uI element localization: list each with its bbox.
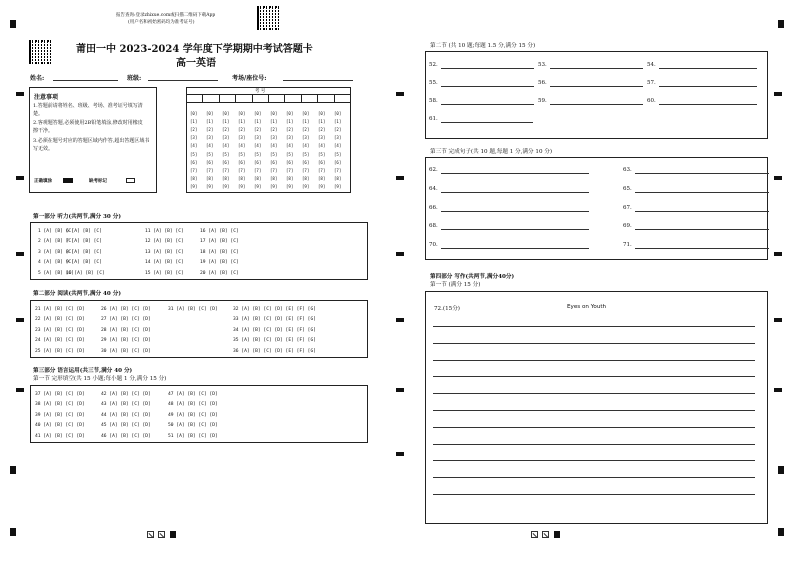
sentence-answer-line[interactable] bbox=[441, 211, 589, 212]
fill-answer-line[interactable] bbox=[659, 68, 757, 69]
name-label: 姓名: bbox=[30, 75, 45, 82]
timing-mark bbox=[774, 252, 782, 256]
essay-writing-line[interactable] bbox=[433, 393, 755, 394]
timing-mark bbox=[16, 252, 24, 256]
reading-answer-row[interactable]: 35 [A] [B] [C] [D] [E] [F] [G] bbox=[233, 338, 316, 344]
page-marker bbox=[531, 531, 538, 538]
fill-item-number: 55. bbox=[429, 80, 438, 86]
exam-digit-bubble[interactable]: [2] bbox=[318, 127, 326, 133]
exam-digit-bubble[interactable]: [2] bbox=[286, 127, 294, 133]
exam-digit-bubble[interactable]: [5] bbox=[238, 151, 246, 157]
exam-digit-bubble[interactable]: [0] bbox=[334, 111, 342, 116]
essay-writing-line[interactable] bbox=[433, 376, 755, 377]
exam-number-divider bbox=[284, 94, 285, 103]
exam-digit-bubble[interactable]: [2] bbox=[206, 127, 214, 133]
listening-answer-row[interactable]: 20 [A] [B] [C] bbox=[200, 270, 239, 276]
sentence-answer-line[interactable] bbox=[635, 173, 769, 174]
sentence-item-number: 70. bbox=[429, 242, 438, 249]
exam-digit-bubble[interactable]: [5] bbox=[270, 151, 278, 157]
exam-digit-bubble[interactable]: [3] bbox=[270, 135, 278, 141]
fill-answer-line[interactable] bbox=[441, 104, 534, 105]
exam-digit-bubble[interactable]: [8] bbox=[238, 175, 246, 181]
exam-digit-bubble[interactable]: [5] bbox=[254, 151, 262, 157]
essay-writing-line[interactable] bbox=[433, 494, 755, 495]
listening-answer-row[interactable]: 16 [A] [B] [C] bbox=[200, 229, 239, 234]
reading-answer-row[interactable]: 32 [A] [B] [C] [D] [E] [F] [G] bbox=[233, 307, 316, 312]
fill-answer-line[interactable] bbox=[441, 122, 533, 123]
exam-digit-bubble[interactable]: [3] bbox=[302, 135, 310, 141]
password-notice: (用户名和初始密码均为准考证号) bbox=[128, 20, 195, 25]
sentence-item-number: 65. bbox=[623, 185, 632, 192]
notes-item: 2.客观题答题,必须使用2B铅笔填涂,修改时用橡皮擦干净。 bbox=[33, 120, 143, 134]
exam-number-divider bbox=[219, 94, 220, 103]
fill-item-number: 56. bbox=[538, 80, 547, 86]
essay-writing-line[interactable] bbox=[433, 427, 755, 428]
exam-digit-bubble[interactable]: [1] bbox=[238, 119, 246, 125]
fill-item-number: 61. bbox=[429, 116, 438, 122]
section2-title: 第二节 (共 10 题;每题 1.5 分,满分 15 分) bbox=[430, 43, 536, 49]
exam-digit-bubble[interactable]: [8] bbox=[286, 175, 294, 181]
timing-mark bbox=[10, 466, 16, 474]
timing-mark bbox=[10, 528, 16, 536]
timing-mark bbox=[16, 176, 24, 180]
timing-mark bbox=[16, 92, 24, 96]
listening-answer-row[interactable]: 9 [A] [B] [C] bbox=[66, 260, 102, 266]
exam-digit-bubble[interactable]: [4] bbox=[270, 143, 278, 149]
exam-digit-bubble[interactable]: [1] bbox=[190, 119, 198, 125]
sentence-item-number: 68. bbox=[429, 223, 438, 230]
listening-answer-row[interactable]: 8 [A] [B] [C] bbox=[66, 249, 102, 255]
listening-answer-row[interactable]: 12 [A] [B] [C] bbox=[145, 239, 184, 245]
exam-digit-bubble[interactable]: [7] bbox=[318, 167, 326, 173]
exam-digit-bubble[interactable]: [3] bbox=[206, 135, 214, 141]
exam-digit-bubble[interactable]: [3] bbox=[318, 135, 326, 141]
sentence-answer-line[interactable] bbox=[441, 248, 589, 249]
reading-section-title: 第二部分 阅读(共两节,满分 40 分) bbox=[33, 291, 121, 297]
fill-answer-line[interactable] bbox=[441, 68, 534, 69]
fill-item-number: 58. bbox=[429, 98, 438, 104]
exam-digit-bubble[interactable]: [4] bbox=[190, 143, 198, 149]
listening-answer-row[interactable]: 17 [A] [B] [C] bbox=[200, 239, 239, 245]
exam-digit-bubble[interactable]: [7] bbox=[286, 167, 294, 173]
section3-title: 第三节 完成句子(共 10 题,每题 1 分,满分 10 分) bbox=[430, 149, 553, 155]
writing-section-title: 第四部分 写作(共两节,满分40分) bbox=[430, 274, 515, 280]
reading-answer-row[interactable]: 26 [A] [B] [C] [D] bbox=[101, 307, 151, 312]
listening-answer-row[interactable]: 4 [A] [B] [C] bbox=[38, 260, 74, 266]
fill-answer-line[interactable] bbox=[659, 86, 757, 87]
exam-digit-bubble[interactable]: [8] bbox=[302, 175, 310, 181]
reading-answer-row[interactable]: 34 [A] [B] [C] [D] [E] [F] [G] bbox=[233, 327, 316, 333]
reading-answer-row[interactable]: 25 [A] [B] [C] [D] bbox=[35, 348, 85, 354]
reading-answer-row[interactable]: 23 [A] [B] [C] [D] bbox=[35, 327, 85, 333]
cloze-answer-row[interactable]: 42 [A] [B] [C] [D] bbox=[101, 392, 151, 397]
listening-answer-row[interactable]: 6 [A] [B] [C] bbox=[66, 229, 102, 234]
exam-digit-bubble[interactable]: [8] bbox=[206, 175, 214, 181]
correct-fill-sample bbox=[63, 178, 73, 183]
listening-answer-row[interactable]: 7 [A] [B] [C] bbox=[66, 239, 102, 245]
fill-answer-line[interactable] bbox=[550, 68, 643, 69]
listening-answer-row[interactable]: 3 [A] [B] [C] bbox=[38, 249, 74, 255]
timing-mark bbox=[396, 452, 404, 456]
exam-digit-bubble[interactable]: [2] bbox=[238, 127, 246, 133]
exam-digit-bubble[interactable]: [3] bbox=[222, 135, 230, 141]
writing-part1-title: 第一节 (满分 15 分) bbox=[430, 282, 481, 288]
exam-number-divider bbox=[268, 94, 269, 103]
exam-digit-bubble[interactable]: [7] bbox=[222, 167, 230, 173]
notes-item: 1.答题前请将姓名、班级、考场、准考证号填写清楚。 bbox=[33, 103, 143, 117]
sentence-item-number: 71. bbox=[623, 242, 632, 249]
class-label: 班级: bbox=[127, 75, 142, 82]
exam-digit-bubble[interactable]: [0] bbox=[302, 111, 310, 116]
reading-answer-row[interactable]: 28 [A] [B] [C] [D] bbox=[101, 327, 151, 333]
exam-digit-bubble[interactable]: [0] bbox=[318, 111, 326, 116]
exam-digit-bubble[interactable]: [2] bbox=[190, 127, 198, 133]
exam-number-title: 考 号 bbox=[255, 89, 266, 94]
timing-mark bbox=[396, 318, 404, 322]
listening-answer-row[interactable]: 5 [A] [B] [C] bbox=[38, 270, 74, 276]
exam-digit-bubble[interactable]: [8] bbox=[190, 175, 198, 181]
exam-digit-bubble[interactable]: [7] bbox=[190, 167, 198, 173]
exam-digit-bubble[interactable]: [5] bbox=[334, 151, 342, 157]
page-title: 莆田一中 2023-2024 学年度下学期期中考试答题卡 bbox=[76, 44, 313, 55]
exam-digit-bubble[interactable]: [8] bbox=[334, 175, 342, 181]
exam-digit-bubble[interactable]: [0] bbox=[286, 111, 294, 116]
exam-digit-bubble[interactable]: [8] bbox=[222, 175, 230, 181]
cloze-answer-row[interactable]: 39 [A] [B] [C] [D] bbox=[35, 412, 85, 418]
timing-mark bbox=[396, 92, 404, 96]
exam-digit-bubble[interactable]: [8] bbox=[270, 175, 278, 181]
sentence-item-number: 66. bbox=[429, 204, 438, 211]
exam-digit-bubble[interactable]: [0] bbox=[190, 111, 198, 116]
exam-digit-bubble[interactable]: [4] bbox=[254, 143, 262, 149]
correct-fill-label: 正确填涂 bbox=[34, 179, 52, 184]
timing-mark bbox=[774, 388, 782, 392]
exam-digit-bubble[interactable]: [4] bbox=[334, 143, 342, 149]
cloze-answer-row[interactable]: 48 [A] [B] [C] [D] bbox=[168, 402, 218, 408]
page-marker bbox=[542, 531, 549, 538]
fill-answer-line[interactable] bbox=[550, 104, 643, 105]
essay-writing-line[interactable] bbox=[433, 460, 755, 461]
timing-mark bbox=[554, 531, 560, 538]
fill-item-number: 53. bbox=[538, 62, 547, 68]
essay-title: Eyes on Youth bbox=[567, 304, 607, 310]
exam-digit-bubble[interactable]: [4] bbox=[206, 143, 214, 149]
timing-mark bbox=[778, 20, 784, 28]
exam-digit-bubble[interactable]: [3] bbox=[286, 135, 294, 141]
exam-digit-bubble[interactable]: [6] bbox=[302, 159, 310, 165]
page-subtitle: 高一英语 bbox=[176, 58, 216, 69]
exam-digit-bubble[interactable]: [9] bbox=[190, 183, 198, 189]
exam-digit-bubble[interactable]: [5] bbox=[318, 151, 326, 157]
language-section-title: 第三部分 语言运用(共三节,满分 40 分) bbox=[33, 368, 133, 374]
exam-digit-bubble[interactable]: [7] bbox=[206, 167, 214, 173]
exam-digit-bubble[interactable]: [6] bbox=[270, 159, 278, 165]
cloze-section-title: 第一节 完形填空(共 15 小题;每小题 1 分,满分 15 分) bbox=[33, 376, 167, 382]
listening-section-title: 第一部分 听力(共两节,满分 30 分) bbox=[33, 214, 121, 220]
exam-digit-bubble[interactable]: [3] bbox=[254, 135, 262, 141]
reading-answer-row[interactable]: 33 [A] [B] [C] [D] [E] [F] [G] bbox=[233, 317, 316, 323]
essay-writing-line[interactable] bbox=[433, 444, 755, 445]
listening-answer-row[interactable]: 10 [A] [B] [C] bbox=[66, 270, 105, 276]
exam-digit-bubble[interactable]: [9] bbox=[206, 183, 214, 189]
exam-seat-label: 考场/座位号: bbox=[232, 75, 267, 82]
exam-digit-bubble[interactable]: [5] bbox=[286, 151, 294, 157]
sentence-answer-line[interactable] bbox=[635, 192, 769, 193]
timing-mark bbox=[778, 466, 784, 474]
exam-seat-field[interactable] bbox=[283, 80, 353, 81]
reading-answer-row[interactable]: 22 [A] [B] [C] [D] bbox=[35, 317, 85, 323]
essay-writing-line[interactable] bbox=[433, 477, 755, 478]
exam-digit-bubble[interactable]: [9] bbox=[270, 183, 278, 189]
reading-answer-row[interactable]: 29 [A] [B] [C] [D] bbox=[101, 338, 151, 344]
timing-mark bbox=[396, 252, 404, 256]
exam-digit-bubble[interactable]: [1] bbox=[286, 119, 294, 125]
exam-digit-bubble[interactable]: [6] bbox=[286, 159, 294, 165]
sheet-qr-code bbox=[29, 40, 53, 64]
timing-mark bbox=[778, 528, 784, 536]
exam-digit-bubble[interactable]: [1] bbox=[206, 119, 214, 125]
notes-item: 3.必须在题号对应的答题区域内作答,超出答题区域书写无效。 bbox=[33, 138, 150, 152]
exam-digit-bubble[interactable]: [0] bbox=[254, 111, 262, 116]
listening-answer-row[interactable]: 11 [A] [B] [C] bbox=[145, 229, 184, 234]
exam-number-divider bbox=[252, 94, 253, 103]
exam-digit-bubble[interactable]: [1] bbox=[270, 119, 278, 125]
fill-answer-line[interactable] bbox=[659, 104, 757, 105]
exam-digit-bubble[interactable]: [9] bbox=[286, 183, 294, 189]
cloze-answer-row[interactable]: 43 [A] [B] [C] [D] bbox=[101, 402, 151, 408]
reading-answer-row[interactable]: 27 [A] [B] [C] [D] bbox=[101, 317, 151, 323]
notes-title: 注意事项 bbox=[34, 94, 59, 101]
exam-digit-bubble[interactable]: [3] bbox=[334, 135, 342, 141]
cloze-answer-row[interactable]: 40 [A] [B] [C] [D] bbox=[35, 423, 85, 429]
exam-digit-bubble[interactable]: [6] bbox=[222, 159, 230, 165]
exam-digit-bubble[interactable]: [1] bbox=[334, 119, 342, 125]
exam-number-divider bbox=[317, 94, 318, 103]
exam-digit-bubble[interactable]: [4] bbox=[318, 143, 326, 149]
exam-digit-bubble[interactable]: [0] bbox=[222, 111, 230, 116]
exam-digit-bubble[interactable]: [9] bbox=[254, 183, 262, 189]
sentence-answer-line[interactable] bbox=[441, 192, 589, 193]
exam-digit-bubble[interactable]: [9] bbox=[302, 183, 310, 189]
exam-digit-bubble[interactable]: [7] bbox=[238, 167, 246, 173]
exam-number-divider bbox=[202, 94, 203, 103]
exam-digit-bubble[interactable]: [4] bbox=[302, 143, 310, 149]
exam-digit-bubble[interactable]: [1] bbox=[254, 119, 262, 125]
name-field[interactable] bbox=[53, 80, 118, 81]
exam-digit-bubble[interactable]: [2] bbox=[302, 127, 310, 133]
cloze-answer-row[interactable]: 46 [A] [B] [C] [D] bbox=[101, 433, 151, 439]
class-field[interactable] bbox=[148, 80, 218, 81]
exam-number-divider bbox=[235, 94, 236, 103]
cloze-answer-row[interactable]: 44 [A] [B] [C] [D] bbox=[101, 412, 151, 418]
exam-digit-bubble[interactable]: [6] bbox=[206, 159, 214, 165]
fill-item-number: 52. bbox=[429, 62, 438, 68]
exam-digit-bubble[interactable]: [5] bbox=[302, 151, 310, 157]
listening-answer-row[interactable]: 19 [A] [B] [C] bbox=[200, 260, 239, 266]
fill-answer-line[interactable] bbox=[550, 86, 643, 87]
exam-digit-bubble[interactable]: [1] bbox=[302, 119, 310, 125]
fill-item-number: 54. bbox=[647, 62, 656, 68]
sentence-item-number: 67. bbox=[623, 204, 632, 211]
exam-digit-bubble[interactable]: [3] bbox=[238, 135, 246, 141]
exam-digit-bubble[interactable]: [7] bbox=[254, 167, 262, 173]
report-notice: 报告查询:登录zhixue.com或扫描二维码下载App bbox=[116, 13, 216, 18]
cloze-answer-row[interactable]: 38 [A] [B] [C] [D] bbox=[35, 402, 85, 408]
page-marker bbox=[158, 531, 165, 538]
exam-digit-bubble[interactable]: [7] bbox=[334, 167, 342, 173]
exam-digit-bubble[interactable]: [2] bbox=[334, 127, 342, 133]
exam-digit-bubble[interactable]: [1] bbox=[318, 119, 326, 125]
exam-number-divider bbox=[334, 94, 335, 103]
reading-answer-row[interactable]: 21 [A] [B] [C] [D] bbox=[35, 307, 85, 312]
exam-digit-bubble[interactable]: [2] bbox=[222, 127, 230, 133]
exam-digit-bubble[interactable]: [7] bbox=[302, 167, 310, 173]
listening-answer-row[interactable]: 1 [A] [B] [C] bbox=[38, 229, 74, 234]
cloze-answer-row[interactable]: 51 [A] [B] [C] [D] bbox=[168, 433, 218, 439]
reading-answer-row[interactable]: 31 [A] [B] [C] [D] bbox=[168, 307, 218, 312]
fill-item-number: 59. bbox=[538, 98, 547, 104]
exam-digit-bubble[interactable]: [6] bbox=[190, 159, 198, 165]
exam-digit-bubble[interactable]: [7] bbox=[270, 167, 278, 173]
exam-digit-bubble[interactable]: [1] bbox=[222, 119, 230, 125]
exam-digit-bubble[interactable]: [6] bbox=[318, 159, 326, 165]
essay-writing-line[interactable] bbox=[433, 410, 755, 411]
timing-mark bbox=[10, 20, 16, 28]
essay-writing-line[interactable] bbox=[433, 360, 755, 361]
listening-answer-row[interactable]: 14 [A] [B] [C] bbox=[145, 260, 184, 266]
page-marker bbox=[147, 531, 154, 538]
cloze-answer-row[interactable]: 37 [A] [B] [C] [D] bbox=[35, 392, 85, 397]
timing-mark bbox=[774, 176, 782, 180]
reading-answer-row[interactable]: 24 [A] [B] [C] [D] bbox=[35, 338, 85, 344]
exam-digit-bubble[interactable]: [9] bbox=[334, 183, 342, 189]
sentence-answer-line[interactable] bbox=[441, 229, 589, 230]
timing-mark bbox=[774, 318, 782, 322]
reading-answer-row[interactable]: 36 [A] [B] [C] [D] [E] [F] [G] bbox=[233, 348, 316, 354]
timing-mark bbox=[774, 92, 782, 96]
exam-digit-bubble[interactable]: [0] bbox=[270, 111, 278, 116]
exam-digit-bubble[interactable]: [5] bbox=[206, 151, 214, 157]
essay-writing-line[interactable] bbox=[433, 343, 755, 344]
exam-digit-bubble[interactable]: [2] bbox=[254, 127, 262, 133]
exam-digit-bubble[interactable]: [4] bbox=[238, 143, 246, 149]
exam-digit-bubble[interactable]: [3] bbox=[190, 135, 198, 141]
sentence-answer-line[interactable] bbox=[441, 173, 589, 174]
absent-mark-label: 缺考标记 bbox=[89, 179, 107, 184]
exam-digit-bubble[interactable]: [5] bbox=[222, 151, 230, 157]
exam-digit-bubble[interactable]: [6] bbox=[238, 159, 246, 165]
exam-digit-bubble[interactable]: [6] bbox=[334, 159, 342, 165]
app-qr-code bbox=[257, 6, 281, 30]
sentence-answer-line[interactable] bbox=[635, 248, 769, 249]
timing-mark bbox=[16, 318, 24, 322]
cloze-answer-row[interactable]: 45 [A] [B] [C] [D] bbox=[101, 423, 151, 429]
listening-answer-row[interactable]: 13 [A] [B] [C] bbox=[145, 249, 184, 255]
exam-digit-bubble[interactable]: [4] bbox=[286, 143, 294, 149]
listening-answer-row[interactable]: 2 [A] [B] [C] bbox=[38, 239, 74, 245]
fill-item-number: 57. bbox=[647, 80, 656, 86]
sentence-answer-line[interactable] bbox=[635, 211, 769, 212]
listening-answer-row[interactable]: 15 [A] [B] [C] bbox=[145, 270, 184, 276]
fill-item-number: 60. bbox=[647, 98, 656, 104]
exam-digit-bubble[interactable]: [9] bbox=[222, 183, 230, 189]
fill-answer-line[interactable] bbox=[441, 86, 534, 87]
timing-mark bbox=[16, 388, 24, 392]
exam-digit-bubble[interactable]: [9] bbox=[318, 183, 326, 189]
cloze-answer-row[interactable]: 47 [A] [B] [C] [D] bbox=[168, 392, 218, 397]
sentence-item-number: 63. bbox=[623, 167, 632, 173]
timing-mark bbox=[396, 176, 404, 180]
cloze-answer-row[interactable]: 49 [A] [B] [C] [D] bbox=[168, 412, 218, 418]
absent-mark-box[interactable] bbox=[126, 178, 135, 183]
exam-digit-bubble[interactable]: [6] bbox=[254, 159, 262, 165]
sentence-answer-line[interactable] bbox=[635, 229, 769, 230]
timing-mark bbox=[170, 531, 176, 538]
exam-digit-bubble[interactable]: [2] bbox=[270, 127, 278, 133]
sentence-item-number: 62. bbox=[429, 167, 438, 173]
exam-digit-bubble[interactable]: [5] bbox=[190, 151, 198, 157]
sentence-item-number: 69. bbox=[623, 223, 632, 230]
timing-mark bbox=[396, 388, 404, 392]
essay-number: 72.(15分) bbox=[434, 306, 460, 312]
exam-number-divider bbox=[301, 94, 302, 103]
essay-writing-line[interactable] bbox=[433, 326, 755, 327]
fill-answer-box bbox=[425, 51, 768, 139]
exam-digit-bubble[interactable]: [8] bbox=[318, 175, 326, 181]
exam-digit-bubble[interactable]: [8] bbox=[254, 175, 262, 181]
exam-digit-bubble[interactable]: [9] bbox=[238, 183, 246, 189]
listening-answer-row[interactable]: 18 [A] [B] [C] bbox=[200, 249, 239, 255]
cloze-answer-row[interactable]: 41 [A] [B] [C] [D] bbox=[35, 433, 85, 439]
exam-digit-bubble[interactable]: [0] bbox=[206, 111, 214, 116]
sentence-item-number: 64. bbox=[429, 185, 438, 192]
cloze-answer-row[interactable]: 50 [A] [B] [C] [D] bbox=[168, 423, 218, 429]
reading-answer-row[interactable]: 30 [A] [B] [C] [D] bbox=[101, 348, 151, 354]
exam-digit-bubble[interactable]: [0] bbox=[238, 111, 246, 116]
exam-digit-bubble[interactable]: [4] bbox=[222, 143, 230, 149]
